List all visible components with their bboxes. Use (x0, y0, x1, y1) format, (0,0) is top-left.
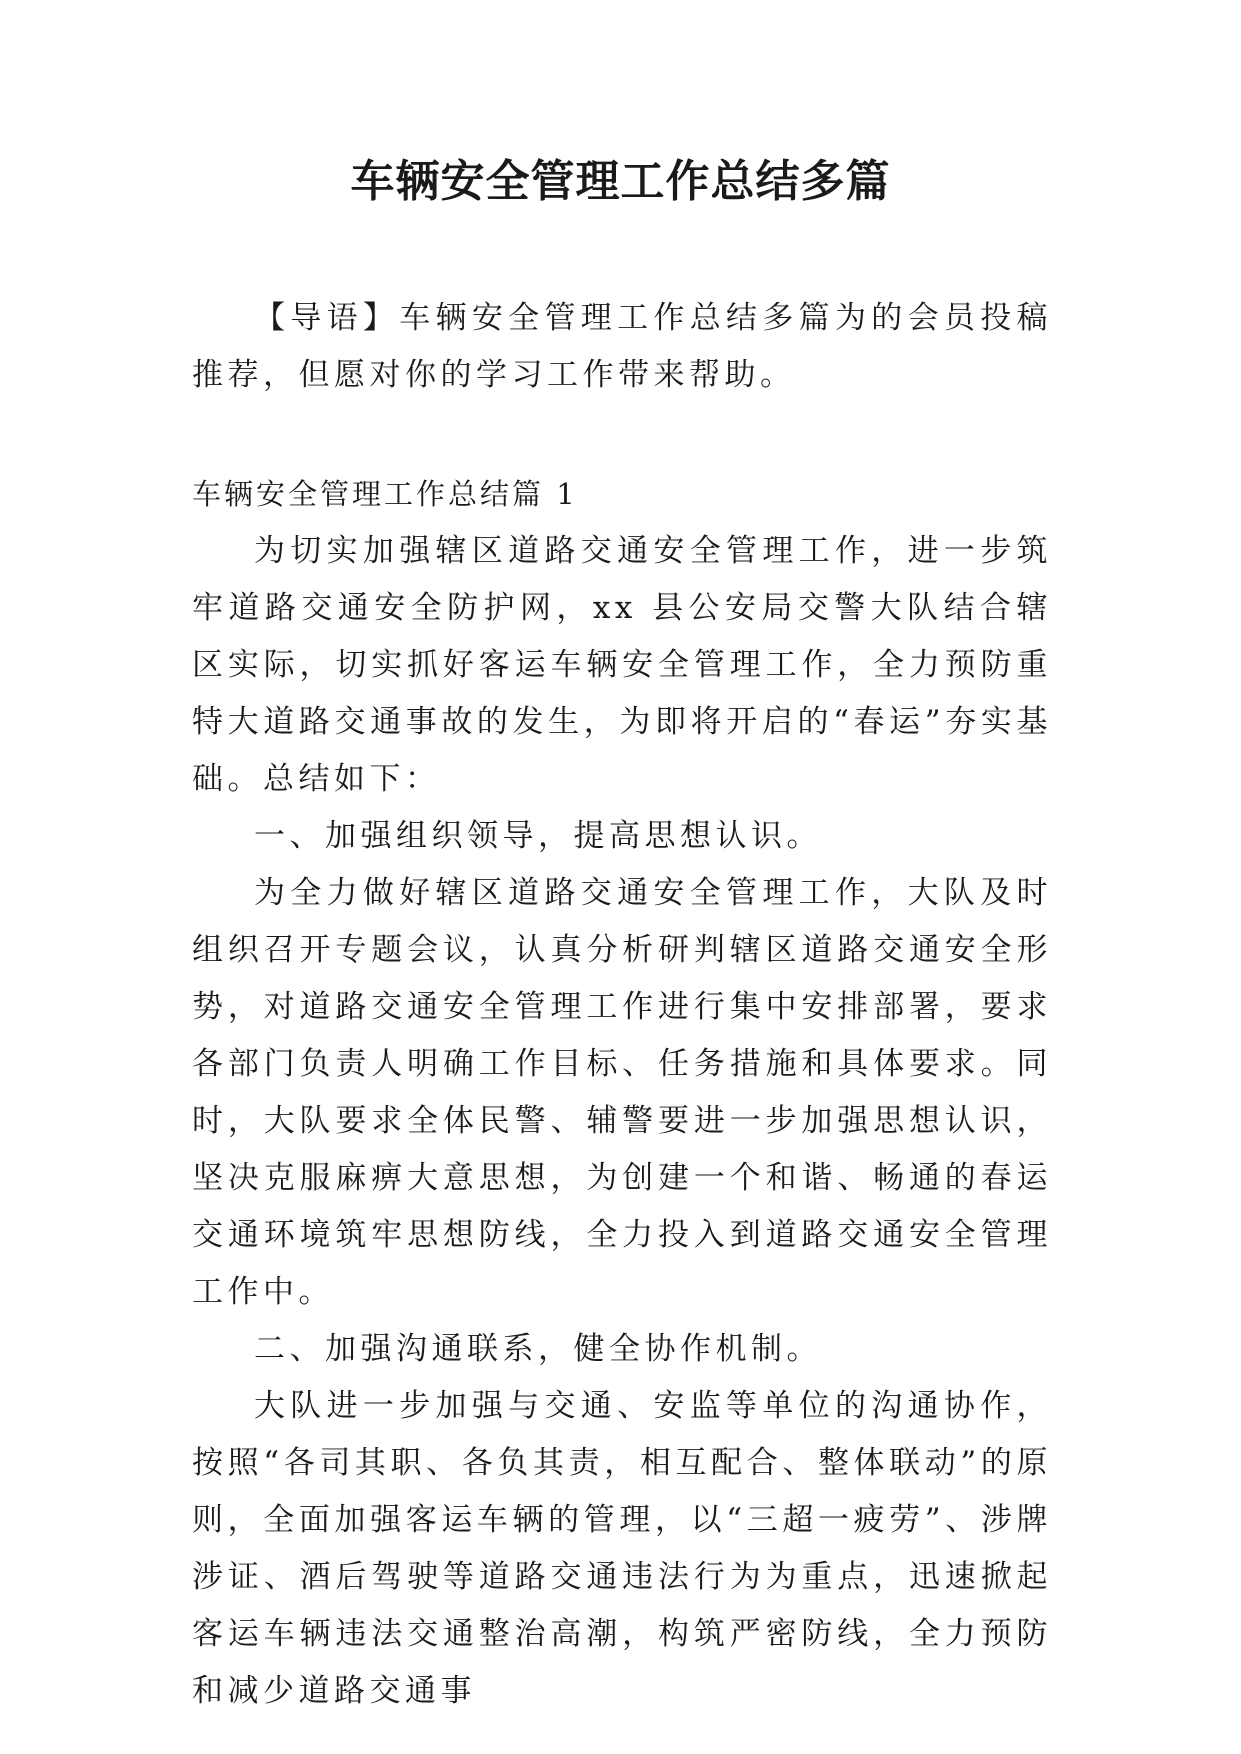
subheading-paragraph: 二、加强沟通联系，健全协作机制。 (254, 1331, 822, 1367)
document-body (192, 290, 1052, 1720)
document-title: 车辆安全管理工作总结多篇 (350, 156, 891, 207)
intro-paragraph: 【导语】车辆安全管理工作总结多篇为的会员投稿推荐，但愿对你的学习工作带来帮助。 (192, 300, 1052, 393)
body-paragraph: 为切实加强辖区道路交通安全管理工作，进一步筑牢道路交通安全防护网，xx 县公安局交警大队结合辖区实际，切实抓好客运车辆安全管理工作，全力预防重特大道路交通事故的发生，为即将开启的“春运”夯实基础。总结如下： (192, 533, 1052, 797)
body-paragraph: 为全力做好辖区道路交通安全管理工作，大队及时组织召开专题会议，认真分析研判辖区道路交通安全形势，对道路交通安全管理工作进行集中安排部署，要求各部门负责人明确工作目标、任务措施和具体要求。同时，大队要求全体民警、辅警要进一步加强思想认识，坚决克服麻痹大意思想，为创建一个和谐、畅通的春运交通环境筑牢思想防线，全力投入到道路交通安全管理工作中。 (192, 875, 1052, 1310)
section-heading: 车辆安全管理工作总结篇 1 (192, 477, 578, 511)
body-paragraph: 大队进一步加强与交通、安监等单位的沟通协作，按照“各司其职、各负其责，相互配合、整体联动”的原则，全面加强客运车辆的管理，以“三超一疲劳”、涉牌涉证、酒后驾驶等道路交通违法行为为重点，迅速掀起客运车辆违法交通整治高潮，构筑严密防线，全力预防和减少道路交通事 (192, 1388, 1052, 1709)
subheading-paragraph: 一、加强组织领导，提高思想认识。 (254, 818, 822, 854)
